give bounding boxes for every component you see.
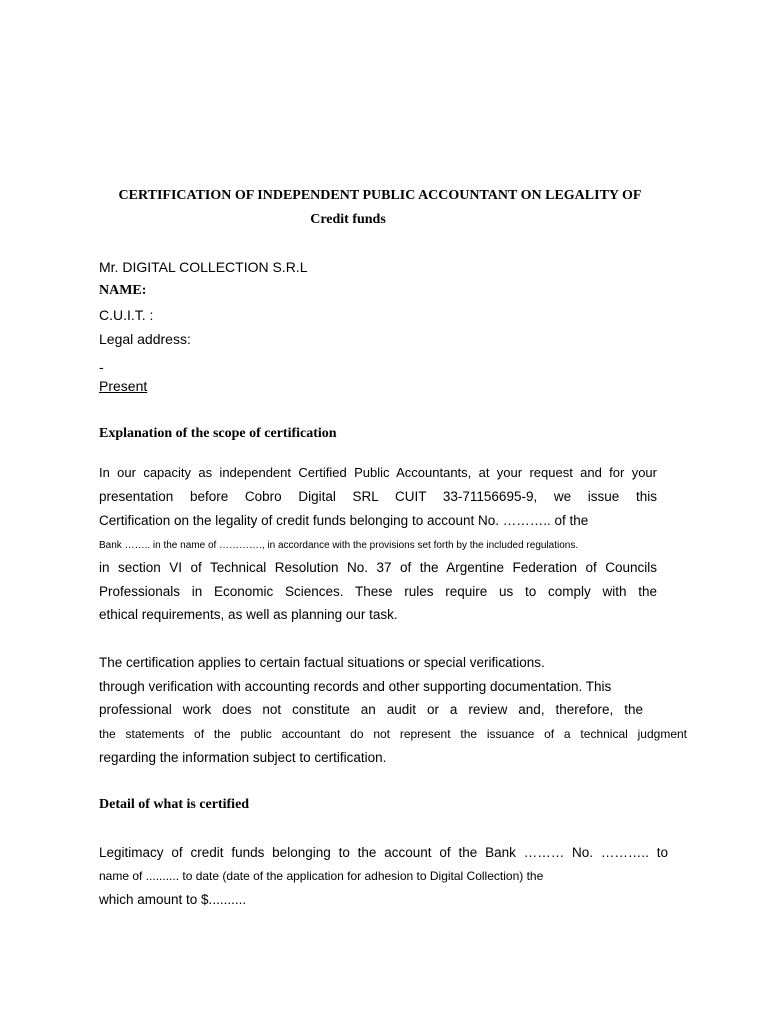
document-title-line-2: Credit funds: [310, 212, 386, 227]
detail-line-2: name of .......... to date (date of the application for adhesion to Digital Collection) the: [99, 869, 544, 883]
applies-line-3: professional work does not constitute an audit or a review and, therefore, the: [99, 702, 643, 717]
address-dash: -: [99, 359, 104, 375]
document-title-line-1: CERTIFICATION OF INDEPENDENT PUBLIC ACCOUNTANT ON LEGALITY OF: [118, 188, 642, 203]
detail-heading: Detail of what is certified: [99, 797, 250, 812]
applies-line-4: the statements of the public accountant do not represent the issuance of a technical judgment: [99, 727, 687, 741]
name-label: NAME:: [99, 283, 147, 298]
scope-line-7: ethical requirements, as well as planning our task.: [99, 607, 398, 622]
applies-line-1: The certification applies to certain factual situations or special verifications.: [99, 655, 545, 670]
applies-line-5: regarding the information subject to certification.: [99, 750, 387, 765]
detail-line-1: Legitimacy of credit funds belonging to the account of the Bank ……… No. ……….. to: [99, 845, 668, 860]
present-label: Present: [99, 378, 148, 394]
applies-line-2: through verification with accounting records and other supporting documentation. This: [99, 679, 612, 694]
scope-line-2: presentation before Cobro Digital SRL CUIT 33-71156695-9, we issue this: [99, 489, 657, 504]
scope-line-4: Bank …….. in the name of …………., in accordance with the provisions set forth by the included regulations.: [99, 540, 579, 551]
addressee-line: Mr. DIGITAL COLLECTION S.R.L: [99, 259, 308, 275]
cuit-label: C.U.I.T. :: [99, 307, 154, 323]
scope-line-6: Professionals in Economic Sciences. These rules require us to comply with the: [99, 584, 657, 599]
legal-address-label: Legal address:: [99, 331, 191, 347]
scope-heading: Explanation of the scope of certification: [99, 426, 337, 441]
detail-line-3: which amount to $..........: [99, 892, 247, 907]
scope-line-3: Certification on the legality of credit funds belonging to account No. ……….. of the: [99, 513, 589, 528]
scope-line-5: in section VI of Technical Resolution No. 37 of the Argentine Federation of Councils: [99, 560, 657, 575]
scope-line-1: In our capacity as independent Certified Public Accountants, at your request and for your: [99, 465, 657, 480]
